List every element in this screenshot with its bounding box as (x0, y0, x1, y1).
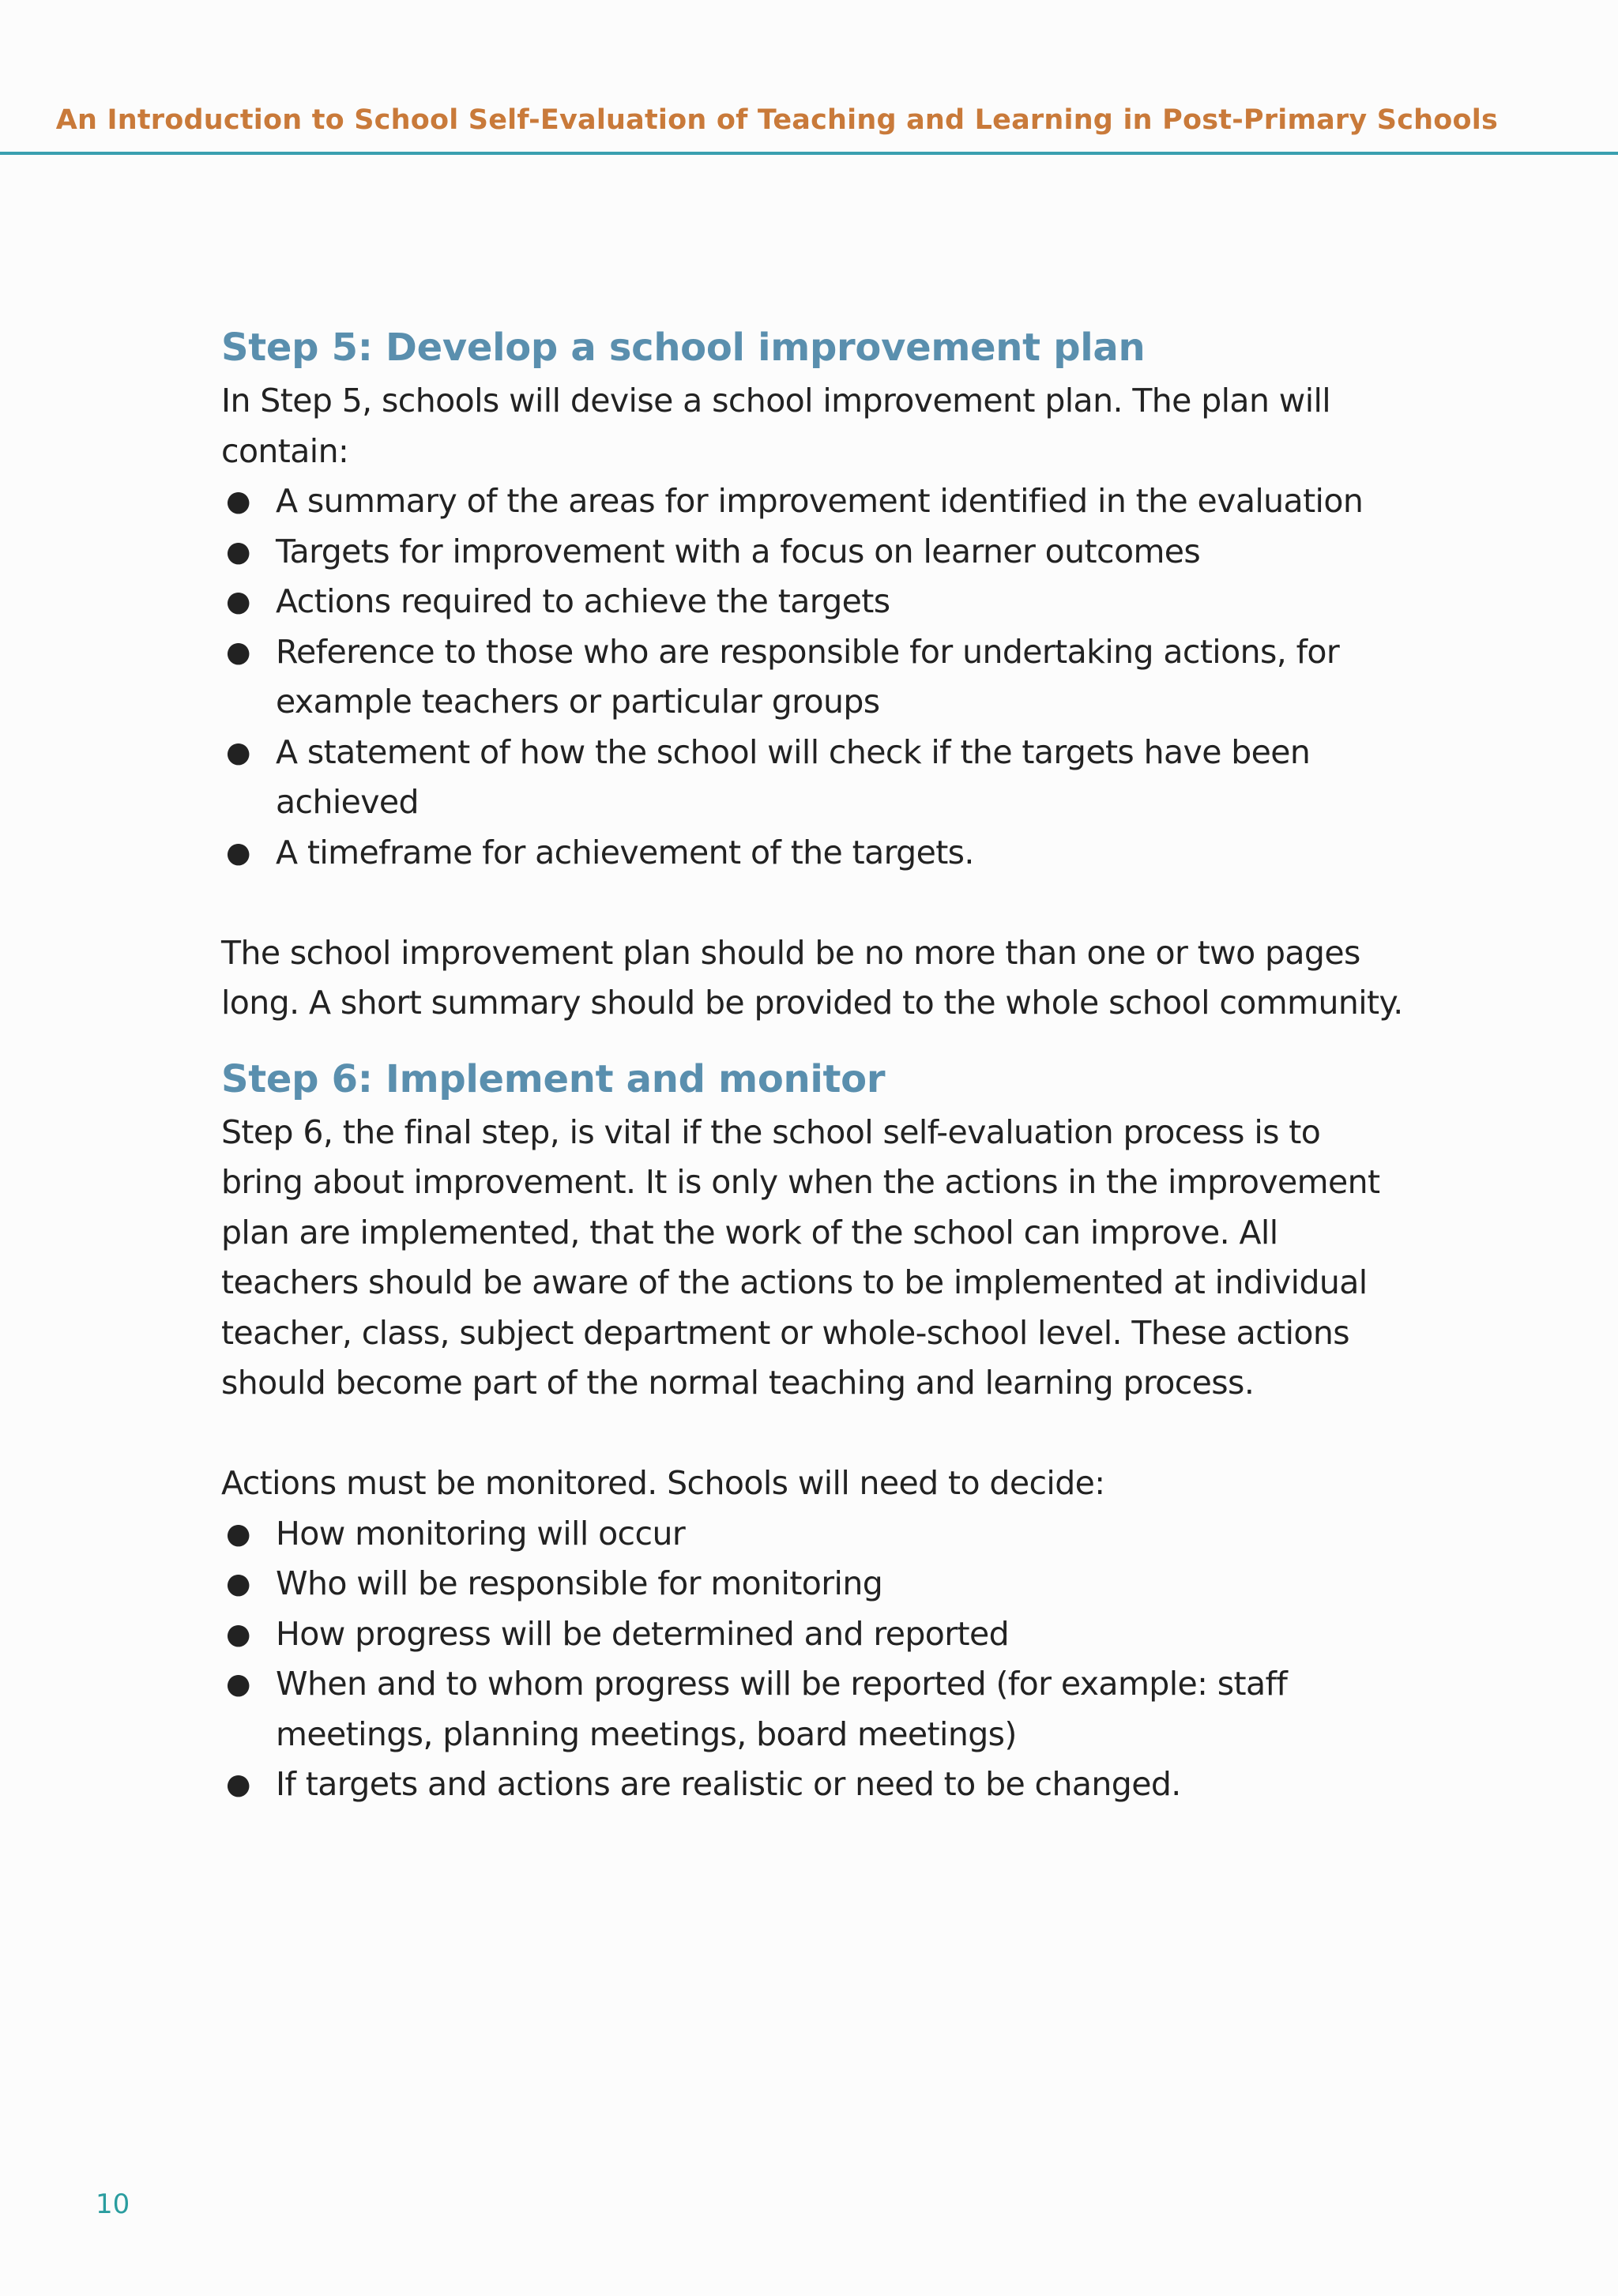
step6-intro: Step 6, the final step, is vital if the school self-evaluation process is to bring about improvement. It is only when the actions in the improvement plan are implemented, that the work of the school can improve. All teachers should be aware of the actions to be implemented at individual teacher, class, subject department or whole-school level. These actions should become part of the normal teaching and learning process. (221, 1112, 1380, 1402)
bullet-icon: ● (226, 1768, 250, 1801)
spacer (221, 878, 1406, 928)
bullet-icon: ● (226, 1617, 250, 1650)
bullet-icon: ● (226, 736, 250, 769)
spacer (221, 1029, 1406, 1051)
step6-monitor-intro: Actions must be monitored. Schools will need to decide: (221, 1464, 1105, 1502)
bullet-icon: ● (226, 836, 250, 869)
bullet-icon: ● (226, 635, 250, 668)
list-item: ● If targets and actions are realistic or need to be changed. (221, 1760, 1406, 1810)
list-item: ● Targets for improvement with a focus on learner outcomes (221, 527, 1406, 578)
bullet-icon: ● (226, 1568, 250, 1600)
spacer (221, 1409, 1406, 1459)
step5-intro: In Step 5, schools will devise a school improvement plan. The plan will contain: (221, 382, 1331, 470)
list-item: ● A summary of the areas for improvement identified in the evaluation (221, 476, 1406, 527)
list-item: ● Reference to those who are responsible for undertaking actions, for example teachers or particular groups (221, 627, 1406, 728)
list-item: ● A statement of how the school will check if the targets have been achieved (221, 728, 1406, 828)
list-item: ● How progress will be determined and reported (221, 1609, 1406, 1660)
list-item: ● Actions required to achieve the targets (221, 577, 1406, 627)
page-content (221, 319, 1406, 1810)
list-item: ● Who will be responsible for monitoring (221, 1559, 1406, 1609)
list-item: ● How monitoring will occur (221, 1509, 1406, 1560)
step5-closing: The school improvement plan should be no more than one or two pages long. A short summary should be provided to the whole school community. (221, 933, 1403, 1022)
step5-list (221, 476, 1406, 878)
step5-heading: Step 5: Develop a school improvement plan (221, 326, 1146, 370)
bullet-icon: ● (226, 485, 250, 518)
step6-list (221, 1509, 1406, 1810)
bullet-icon: ● (226, 535, 250, 568)
list-item: ● When and to whom progress will be reported (for example: staff meetings, planning meetings, board meetings) (221, 1659, 1406, 1760)
bullet-icon: ● (226, 585, 250, 618)
bullet-icon: ● (226, 1668, 250, 1700)
running-header (0, 0, 1618, 155)
step6-heading: Step 6: Implement and monitor (221, 1056, 886, 1101)
list-item: ● A timeframe for achievement of the targets. (221, 828, 1406, 879)
bullet-icon: ● (226, 1517, 250, 1550)
page-number: 10 (96, 2189, 130, 2220)
running-header-title: An Introduction to School Self-Evaluation of Teaching and Learning in Post-Primary Schools (55, 104, 1498, 136)
